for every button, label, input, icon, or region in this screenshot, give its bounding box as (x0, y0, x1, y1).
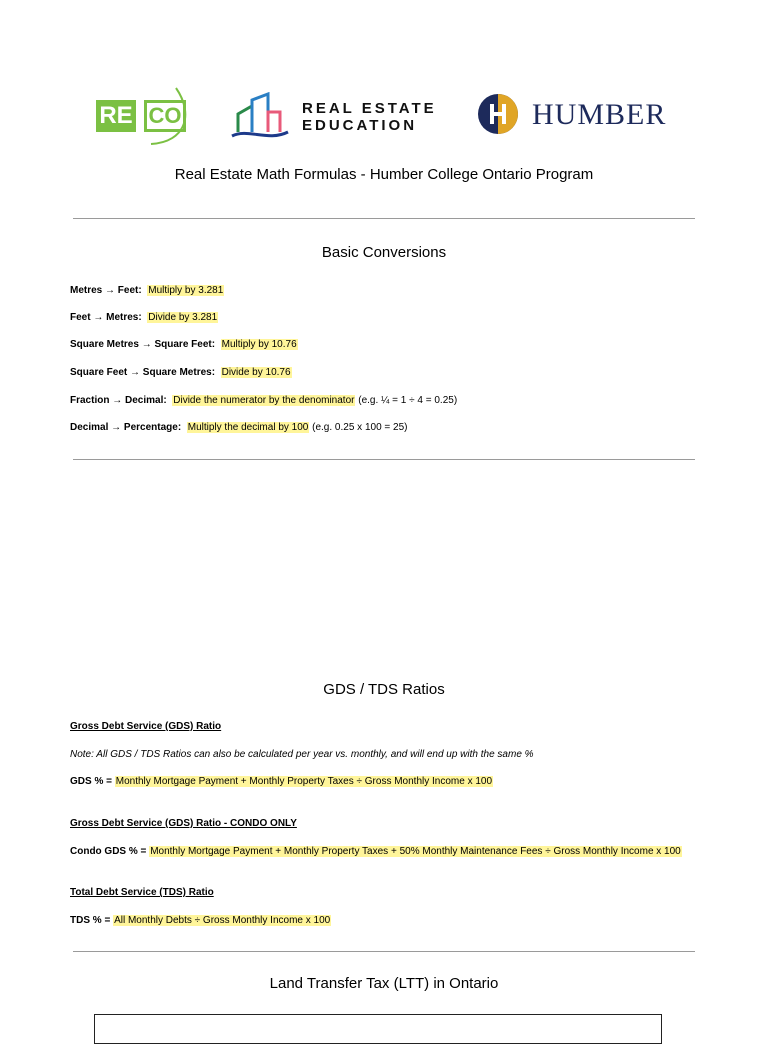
conversion-row: Metres → Feet: Multiply by 3.281 (70, 285, 224, 296)
buildings-icon (228, 92, 292, 142)
conversion-row: Square Metres → Square Feet: Multiply by 10.76 (70, 339, 297, 350)
tds-heading: Total Debt Service (TDS) Ratio (70, 887, 214, 898)
divider (73, 218, 695, 219)
conversion-row: Feet → Metres: Divide by 3.281 (70, 312, 218, 323)
real-estate-education-logo (228, 92, 438, 144)
conversion-row: Square Feet → Square Metres: Divide by 10.76 (70, 367, 291, 378)
condo-gds-formula-row: Condo GDS % = Monthly Mortgage Payment + Monthly Property Taxes + 50% Monthly Maintenance Fees ÷ Gross Monthly Income x 100 (70, 846, 681, 857)
divider (73, 459, 695, 460)
gds-formula-row: GDS % = Monthly Mortgage Payment + Monthly Property Taxes ÷ Gross Monthly Income x 100 (70, 776, 493, 787)
divider (73, 951, 695, 952)
tds-formula-row: TDS % = All Monthly Debts ÷ Gross Monthly Income x 100 (70, 915, 331, 926)
reco-logo (96, 84, 196, 146)
gds-heading: Gross Debt Service (GDS) Ratio (70, 721, 222, 732)
ratios-note: Note: All GDS / TDS Ratios can also be calculated per year vs. monthly, and will end up with the same % (70, 749, 534, 760)
reco-co-text: CO (144, 100, 186, 132)
reco-re-text: RE (96, 100, 136, 132)
section-title-conversions: Basic Conversions (321, 244, 447, 261)
humber-logo (476, 92, 676, 136)
condo-gds-heading: Gross Debt Service (GDS) Ratio - CONDO ONLY (70, 818, 297, 829)
humber-crest-icon (476, 92, 520, 136)
section-title-ratios: GDS / TDS Ratios (323, 681, 445, 698)
conversion-row: Decimal → Percentage: Multiply the decimal by 100 (e.g. 0.25 x 100 = 25) (70, 422, 408, 433)
ree-line1: REAL ESTATE (302, 100, 437, 117)
section-title-ltt: Land Transfer Tax (LTT) in Ontario (269, 975, 499, 992)
humber-wordmark: HUMBER (532, 98, 667, 131)
ltt-table (94, 1014, 662, 1044)
conversion-row: Fraction → Decimal: Divide the numerator by the denominator (e.g. ¼ = 1 ÷ 4 = 0.25) (70, 395, 458, 406)
ree-line2: EDUCATION (302, 117, 418, 134)
document-title: Real Estate Math Formulas - Humber College Ontario Program (174, 166, 594, 183)
